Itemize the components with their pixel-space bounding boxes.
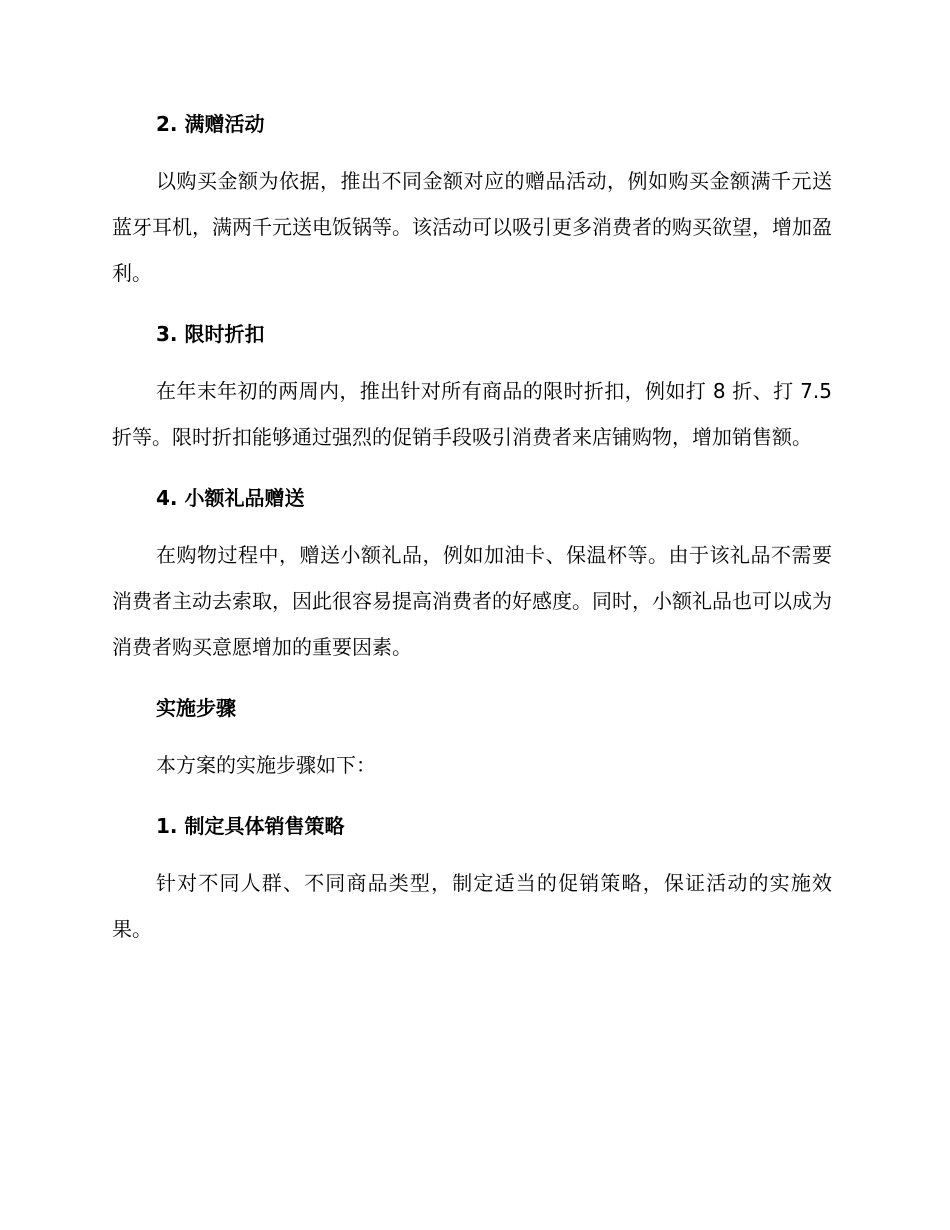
section-paragraph-small-gifts: 在购物过程中，赠送小额礼品，例如加油卡、保温杯等。由于该礼品不需要消费者主动去索取，因此很容易提高消费者的好感度。同时，小额礼品也可以成为消费者购买意愿增加的重要因素。 (112, 543, 832, 659)
section-heading-implementation-steps: 实施步骤 (156, 696, 236, 720)
section-heading-limited-discount: 3. 限时折扣 (156, 322, 265, 346)
section-paragraph-implementation-steps: 本方案的实施步骤如下： (156, 753, 376, 777)
section-paragraph-sales-strategy: 针对不同人群、不同商品类型，制定适当的促销策略，保证活动的实施效果。 (112, 871, 832, 941)
section-heading-gift-promotion: 2. 满赠活动 (156, 112, 265, 136)
section-paragraph-gift-promotion: 以购买金额为依据，推出不同金额对应的赠品活动，例如购买金额满千元送蓝牙耳机，满两千元送电饭锅等。该活动可以吸引更多消费者的购买欲望，增加盈利。 (112, 169, 832, 285)
section-paragraph-limited-discount: 在年末年初的两周内，推出针对所有商品的限时折扣，例如打 8 折、打 7.5 折等。限时折扣能够通过强烈的促销手段吸引消费者来店铺购物，增加销售额。 (112, 379, 832, 449)
section-heading-sales-strategy: 1. 制定具体销售策略 (156, 814, 345, 838)
document-page (112, 110, 832, 952)
section-heading-small-gifts: 4. 小额礼品赠送 (156, 486, 305, 510)
